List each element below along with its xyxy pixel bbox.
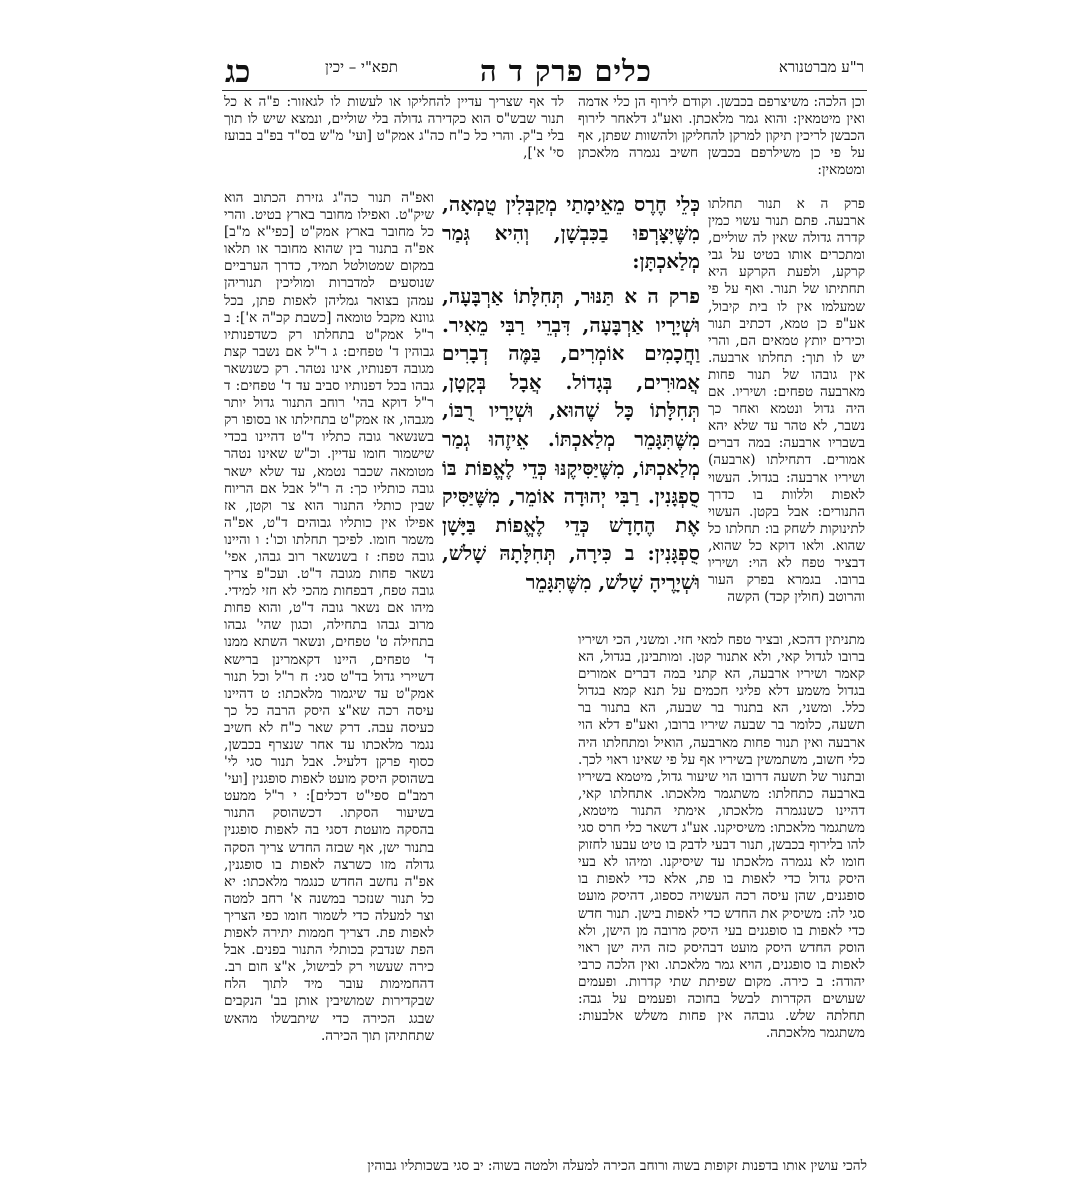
tosfot-yisrael-label: תפא"י – יכין [325,58,398,76]
bartenura-side-block: פרק ה א תנור תחלתו ארבעה. פתם תנור עשוי כמין קדרה גדולה שאין לה שוליים, ומתכרים אותו בטיט על גבי קרקע, ולפעת הקרקע היא תחתיתו של תנור. ואף על פי שמעלמו אין לו בית קיבול, אע"פ כן טמא, דכתיב תנור וכירים יותץ טמאים הם, והרי יש לו תוך: תחלתו ארבעה. אין גובהו של תנור פחות מארבעה טפחים: ושיריו. אם היה גדול ונטמא ואחר כך נשבר, לא טהר עד שלא יהא בשבריו ארבעה: במה דברים אמורים. דתחילתו (ארבעה) ושיריו ארבעה: בגדול. העשוי לאפות וללוות בו כדרך התנורים: אבל בקטן. העשוי לתינוקות לשחק בו: תחלתו כל שהוא. ולאו דוקא כל שהוא, דבציר טפח לא הוי: ושיריו ברובו. בגמרא בפרק העור והרוטב (חולין קכד) הקשה [708,196,865,606]
mishnah-end-4-5: כְּלֵי חֶרֶס מֵאֵימָתַי מְקַבְּלִין טֻמְאָה, מִשֶּׁיִּצָּרְפוּ בַכִּבְשָׁן, וְהִיא גְּמַר מְלַאכְתָּן: [442,192,700,274]
bartenura-label: ר"ע מברטנורא [778,58,864,76]
header-rule [222,90,867,91]
bartenura-bottom-block: מתניתין דהכא, ובציר טפח למאי חזי. ומשני, הכי ושיריו ברובו לגדול קאי, ולא אתנור קטן. ומותבינן, בגדול, הא קאמר ושיריו ארבעה, הא קתני במה דברים אמורים בגדול משמע דלא פליגי חכמים על תנא קמא בגדול כלל. ומשני, הא בתנור בר שבעה, הא בתנור בר תשעה, כלומר בר שבעה שיריו ברובו, ואע"פ דלא הוי ארבעה ואין תנור פחות מארבעה, הואיל ומתחלתו היה כלי חשוב, משתמשין בשיריו אף על פי שאינו ראוי לכך. ובתנור של תשעה דרובו הוי שיעור גדול, מיטמא בשיריו בארבעה כתחלתו: משתגמר מלאכתו. אתחלתו קאי, דהיינו כשנגמרה מלאכתו, אימתי התנור מיטמא, משתגמר מלאכתו: משיסיקנו. אע"ג דשאר כלי חרס סגי להו בלירוף בכבשן, תנור דבעי לדבק בו טיט עבעו לחזוק חומו לא נגמרה מלאכתו עד שיסיקנו. ומיהו לא בעי היסק גדול כדי לאפות בו פת, אלא כדי לאפות בו סופגנים, שהן עיסה רכה העשויה כספוג, דהיסק מועט סגי לה: משיסיק את החדש כדי לאפות בישן. תנור חדש כדי לאפות בו סופגנים בעי היסק מרובה מן הישן, ולא הוסק החדש היסק מועט דבהיסק כזה היה ישן ראוי לאפות בו סופגנים, הויא גמר מלאכתו. ואין הלכה כרבי יהודה: ב כירה. מקום שפיתת שתי קדרות. ופעמים שעושים הקדרות לבשל בחוכה ופעמים על גבה: תחלתה שלש. גובהה אין פחות משלש אלבעות: משתגמר מלאכתה. [578,632,865,1042]
footer-line: להכי עושין אותו בדפנות זקופות בשוה ורוחב הכירה למעלה ולמטה בשוה: יב סגי בשכותליו גבוהין [367,1158,867,1174]
tiferet-top-block: לד אף שצריך עדיין להחליקו או לעשות לו לגאזור: פ"ה א כל תנור שבש"ס הוא כקדירה גדולה בלי שוליים, ונמצא שיש לו תוך בלי ב"ק. והרי כל כ"ח כה"ג אמק"ט [ועי' מ"ש בס"ד בפ"ב בבועז סי' א'], [224,94,564,162]
mishnah-chapter-5: פרק ה א תַּנּוּר, תְּחִלָּתוֹ אַרְבָּעָה, וּשְׁיָרָיו אַרְבָּעָה, דִּבְרֵי רַבִּי מֵאִיר. וַחֲכָמִים אוֹמְרִים, בַּמֶּה דְבָרִים אֲמוּרִים, בְּגָדוֹל. אֲבָל בְּקָטָן, תְּחִלָּתוֹ כָּל שֶׁהוּא, וּשְׁיָרָיו רֻבּוֹ, מִשֶּׁתִּגָּמֵר מְלַאכְתּוֹ. אֵיזֶהוּ גְמַר מְלַאכְתּוֹ, מִשֶּׁיַּסִּיקֶנּוּ כְּדֵי לֶאֱפוֹת בּוֹ סֻפְגָּנִין. רַבִּי יְהוּדָה אוֹמֵר, מִשֶּׁיַּסִּיק אֶת הֶחָדָשׁ כְּדֵי לֶאֱפוֹת בַּיָּשָׁן סֻפְגָּנִין: ב כִּירָה, תְּחִלָּתָהּ שָׁלשׁ, וּשְׁיָרֶיהָ שָׁלשׁ, מִשֶּׁתִּגָּמֵר [442,284,700,594]
tiferet-main-block: ואפ"ה תנור כה"ג גזירת הכתוב הוא שיק"ט. ואפילו מחובר בארץ בטיט. והרי כל מחובר בארץ אמק"ט [כפי"א מ"ב] אפ"ה בתנור בין שהוא מחובר או תלאו במקום שמטולטל תמיד, כדרך הערביים שנוסעים למדברות ומוליכין תנוריהן עמהן בצואר גמליהן לאפות פתן, בכל גוונא מקבל טומאה [כשבת קכ"ה א']: ב ר"ל אמק"ט בתחלתו רק כשדפנותיו גבוהין ד' טפחים: ג ר"ל אם נשבר קצת מגובה דפנותיו, אינו נטהר. רק כשנשאר גבהו בכל דפנותיו סביב עד ד' טפחים: ד ר"ל דוקא בהי' רוחב התנור גדול יותר מגבהו, אז אמק"ט בתחילתו או בסופו רק בשנשאר גובה כתליו ד"ט דהיינו בכדי שישמור חומו עדיין. וכ"ש שאינו נטהר מטומאה שכבר נטמא, עד שלא ישאר גובה כותליו כך: ה ר"ל אבל אם הריוח שבין כותלי התנור הוא צר וקטן, אז אפילו אין כותליו גבוהים ד"ט, אפ"ה משמר חומו. לפיכך תחלתו וכו': ו והיינו גובה טפח: ז בשנשאר רוב גבהו, אפי' נשאר פחות מגובה ד"ט. ועכ"פ צריך גובה טפח, דבפחות מהכי לא חזי למידי. מיהו אם נשאר גובה ד"ט, והוא פחות מרוב גבהו בתחילה, וכגון שהי' גבהו בתחילה ט' טפחים, ונשאר השתא ממנו ד' טפחים, היינו דקאמרינן ברישא דשיירי גדול בד"ט סגי: ח ר"ל וכל תנור אמק"ט עד שיגמור מלאכתו: ט דהיינו עיסה רכה שא"צ היסק הרבה כל כך כעיסה עבה. דרק שאר כ"ח לא חשיב נגמר מלאכתו עד אחר שנצרף בכבשן, כסוף פרקן דלעיל. אבל תנור סגי לי' בשהוסק היסק מועט לאפות סופגנין [ועי' רמב"ם ספי"ט דכלים]: י ר"ל ממעט בשיעור הסקתו. דכשהוסק התנור בהסקה מועטת דסגי בה לאפות סופגנין בתנור ישן, אף שבזה החדש צריך הסקה גדולה מזו כשרצה לאפות בו סופגנין, אפ"ה נחשב החדש כנגמר מלאכתו: יא כל תנור שנזכר במשנה א' רחב למטה וצר למעלה כדי לשמור חומו כפי הצריך לאפות פת. דצריך חממות יתירה לאפות הפת שנדבק בכותלי התנור בפנים. אבל כירה שעשוי רק לבישול, א"צ חום רב. דהחמימות עובר מיד לתוך הלח שבקדירות שמושיבין אותן בב' הנקבים שבגג הכירה כדי שיתבשלו מהאש שתחתיהן תוך הכירה. [224,190,434,1044]
page-header [0,0,1089,90]
bartenura-top-block: וכן הלכה: משיצרפם בכבשן. וקודם לירוף הן כלי אדמה ואין מיטמאין: והוא גמר מלאכתן. ואע"ג דלאחר לירוף הכבשן לריכין תיקון למרקן להחליקן ולהשוות שפתן, אף על פי כן משילרפם בכבשן חשיב נגמרה מלאכתן ומטמאין: [578,94,865,179]
tractate-title: כלים פרק ד ה [480,54,652,88]
page-number: כג [225,54,251,90]
